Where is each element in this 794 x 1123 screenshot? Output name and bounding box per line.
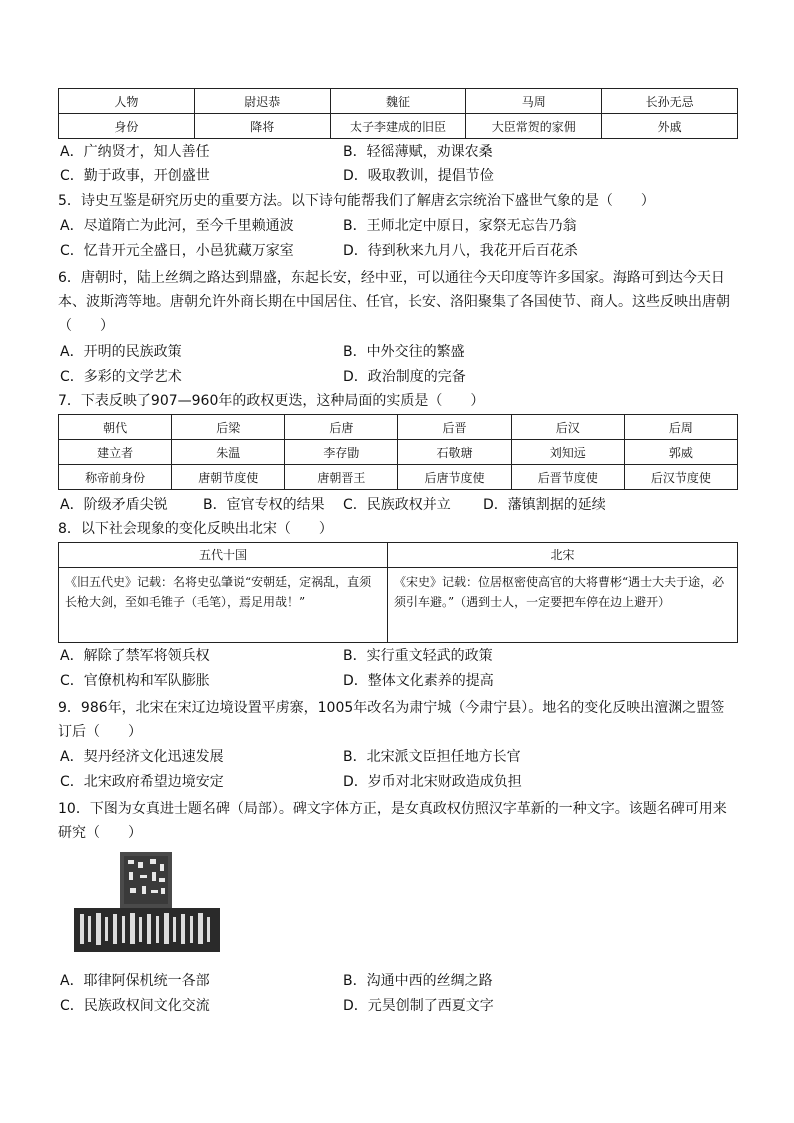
q6-option-b: B．中外交往的繁盛 xyxy=(343,344,465,360)
q4-option-d: D．吸取教训，提倡节俭 xyxy=(343,168,494,184)
table-cell: 朱温 xyxy=(172,440,285,465)
table-cell: 后汉节度使 xyxy=(624,465,737,490)
table-row xyxy=(59,465,738,490)
table-cell: 建立者 xyxy=(59,440,172,465)
table-row xyxy=(59,415,738,440)
table-cell: 后周 xyxy=(624,415,737,440)
table-row xyxy=(59,568,738,643)
table-cell: 李存勖 xyxy=(285,440,398,465)
q10-stem: 10．下图为女真进士题名碑（局部）。碑文字体方正，是女真政权仿照汉字革新的一种文字。该题名碑可用来研究（ ） xyxy=(58,801,727,841)
q6-stem: 6．唐朝时，陆上丝绸之路达到鼎盛，东起长安，经中亚，可以通往今天印度等许多国家。海路可到达今天日本、波斯湾等地。唐朝允许外商长期在中国居住、任官，长安、洛阳聚集了各国使节、商人。这些反映出唐朝（ ） xyxy=(58,270,730,334)
q5-option-d: D．待到秋来九月八，我花开后百花杀 xyxy=(343,243,578,259)
table-header-cell: 北宋 xyxy=(388,543,738,568)
q4-option-a: A．广纳贤才，知人善任 xyxy=(60,144,210,160)
q8-option-c: C．官僚机构和军队膨胀 xyxy=(60,673,210,689)
q7-stem: 7．下表反映了907—960年的政权更迭，这种局面的实质是（ ） xyxy=(58,393,485,409)
table-cell: 后晋节度使 xyxy=(511,465,624,490)
table-cell: 后晋 xyxy=(398,415,511,440)
table-cell: 降将 xyxy=(194,114,330,139)
table-header-cell: 五代十国 xyxy=(59,543,388,568)
table-cell: 身份 xyxy=(59,114,195,139)
table-cell: 长孙无忌 xyxy=(602,89,738,114)
q9-option-c: C．北宋政府希望边境安定 xyxy=(60,774,224,790)
jurchen-stele-image xyxy=(72,850,222,960)
table-cell: 《宋史》记载：位居枢密使高官的大将曹彬“遇士大夫于途，必须引车避。”（遇到士人，一定要把车停在边上避开） xyxy=(388,568,738,643)
q8-stem: 8．以下社会现象的变化反映出北宋（ ） xyxy=(58,521,333,537)
table-cell: 外戚 xyxy=(602,114,738,139)
q7-option-d: D．藩镇割据的延续 xyxy=(483,497,606,513)
q8-option-b: B．实行重文轻武的政策 xyxy=(343,648,493,664)
table-cell: 马周 xyxy=(466,89,602,114)
q7-option-c: C．民族政权并立 xyxy=(343,497,451,513)
table-cell: 太子李建成的旧臣 xyxy=(330,114,466,139)
q6-option-c: C．多彩的文学艺术 xyxy=(60,369,182,385)
q6-option-d: D．政治制度的完备 xyxy=(343,369,466,385)
q9-option-b: B．北宋派文臣担任地方长官 xyxy=(343,749,521,765)
table-cell: 大臣常贺的家佣 xyxy=(466,114,602,139)
q6-option-a: A．开明的民族政策 xyxy=(60,344,182,360)
q8-option-d: D．整体文化素养的提高 xyxy=(343,673,494,689)
q5-option-b: B．王师北定中原日，家祭无忘告乃翁 xyxy=(343,218,577,234)
table-cell: 郭威 xyxy=(624,440,737,465)
table-row xyxy=(59,440,738,465)
q10-option-d: D．元昊创制了西夏文字 xyxy=(343,998,494,1014)
q4-option-b: B．轻徭薄赋，劝课农桑 xyxy=(343,144,493,160)
q5-option-c: C．忆昔开元全盛日，小邑犹藏万家室 xyxy=(60,243,294,259)
table-cell: 称帝前身份 xyxy=(59,465,172,490)
table-cell: 《旧五代史》记载：名将史弘肇说“安朝廷，定祸乱，直须长枪大剑，至如毛锥子（毛笔），焉足用哉！” xyxy=(59,568,388,643)
table-cell: 魏征 xyxy=(330,89,466,114)
table-cell: 后梁 xyxy=(172,415,285,440)
table-cell: 刘知远 xyxy=(511,440,624,465)
q7-option-b: B．宦官专权的结果 xyxy=(203,497,325,513)
table-cell: 后唐 xyxy=(285,415,398,440)
q9-stem: 9．986年，北宋在宋辽边境设置平虏寨，1005年改名为肃宁城（今肃宁县）。地名的变化反映出澶渊之盟签订后（ ） xyxy=(58,700,725,740)
table-cell: 后汉 xyxy=(511,415,624,440)
table-row xyxy=(59,89,738,114)
q10-option-c: C．民族政权间文化交流 xyxy=(60,998,210,1014)
table-cell: 唐朝晋王 xyxy=(285,465,398,490)
q4-option-c: C．勤于政事，开创盛世 xyxy=(60,168,210,184)
q5-option-a: A．尽道隋亡为此河，至今千里赖通波 xyxy=(60,218,294,234)
table-row xyxy=(59,543,738,568)
q4-person-table xyxy=(58,88,738,139)
q10-option-b: B．沟通中西的丝绸之路 xyxy=(343,973,493,989)
q5-stem: 5．诗史互鉴是研究历史的重要方法。以下诗句能帮我们了解唐玄宗统治下盛世气象的是（ ） xyxy=(58,193,655,209)
table-row xyxy=(59,114,738,139)
q8-option-a: A．解除了禁军将领兵权 xyxy=(60,648,210,664)
table-cell: 后唐节度使 xyxy=(398,465,511,490)
q7-option-a: A．阶级矛盾尖锐 xyxy=(60,497,168,513)
q8-comparison-table xyxy=(58,542,738,643)
q10-option-a: A．耶律阿保机统一各部 xyxy=(60,973,210,989)
table-cell: 人物 xyxy=(59,89,195,114)
q9-option-a: A．契丹经济文化迅速发展 xyxy=(60,749,224,765)
q9-option-d: D．岁币对北宋财政造成负担 xyxy=(343,774,522,790)
q7-regime-table xyxy=(58,414,738,490)
table-cell: 朝代 xyxy=(59,415,172,440)
table-cell: 尉迟恭 xyxy=(194,89,330,114)
table-cell: 石敬瑭 xyxy=(398,440,511,465)
table-cell: 唐朝节度使 xyxy=(172,465,285,490)
